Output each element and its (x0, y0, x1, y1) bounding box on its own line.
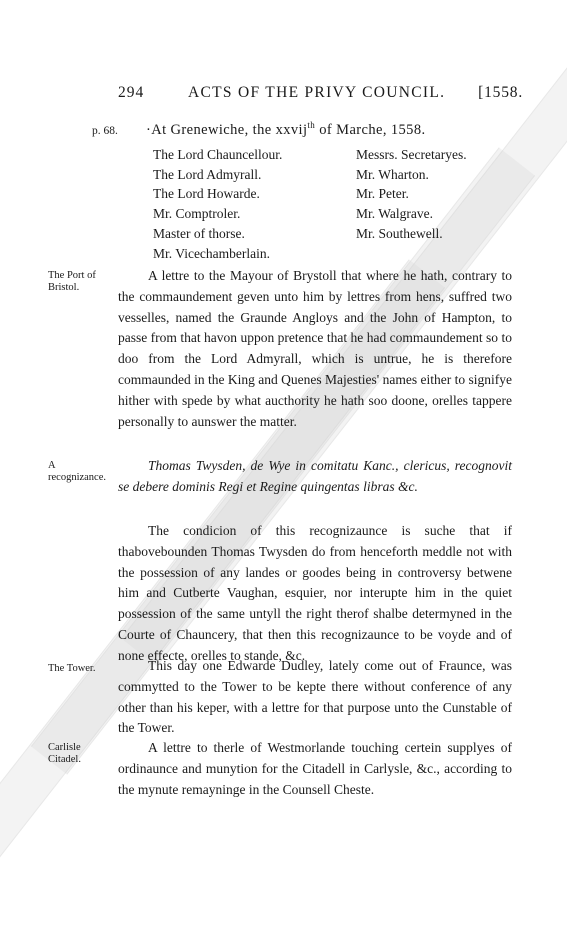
meeting-place-date: At Grenewiche, the xxvij (151, 121, 308, 138)
attendee: The Lord Chauncellour. (153, 147, 283, 162)
attendee: Mr. Vicechamberlain. (153, 245, 271, 261)
entry-text: The condicion of this recognizaunce is suche that if thabovebounden Thomas Twysden do from henceforth meddle not with the possession of any landes or goodes being in controversy betwene him and Cutberte Vaughan, esquier, nor interupte him in the quiet possession of the same untyll the right therof shalbe determyned in the Courte of Chauncery, that then this recognizaunce to be voyde and of none effecte, orelles to stande, &c. (118, 523, 512, 663)
entry-text: A lettre to the Mayour of Brystoll that where he hath, contrary to the commaundement geven unto him by lettres from hens, suffred two vesselles, named the Graunde Angloys and the John of Hampton, to passe from that havon uppon pretence that he had commaundement so to doo from the Lord Admyrall, which is untrue, he is therefore commaunded in the King and Quenes Majesties' names either to signifye hither with spede by what aucthority he hath soo doone, orelles tappere personally to aunswer the matter. (118, 268, 512, 429)
attendee: The Lord Howarde. (153, 186, 260, 202)
entry-paragraph (118, 738, 512, 800)
latin-recognizance: Thomas Twysden, de Wye in comitatu Kanc., clericus, recognovit se debere dominis Regi et Regine quingentas libras &c. (118, 458, 512, 494)
margin-note: The Tower. (48, 663, 96, 674)
entry-paragraph (118, 521, 512, 667)
header-year: [1558. (478, 84, 523, 101)
attendee: Master of thorse. (153, 225, 245, 241)
meeting-date-end: of Marche, 1558. (315, 121, 426, 138)
attendance-right (356, 145, 467, 244)
page-reference: p. 68. (92, 125, 118, 137)
ordinal-suffix: th (307, 120, 316, 130)
margin-note: The Port of Bristol. (48, 270, 96, 293)
meeting-heading: ·At Grenewiche, the xxvij$^{th}$ of Marche, 1558. (146, 120, 426, 138)
attendee: Mr. Walgrave. (356, 206, 434, 222)
entry-paragraph (118, 266, 512, 432)
entry-text: A lettre to therle of Westmorlande touching certein supplyes of ordinaunce and munytion for the Citadell in Carlysle, &c., according to the mynute remayninge in the Counsell Cheste. (118, 740, 512, 797)
attendee: Mr. Comptroler. (153, 206, 241, 222)
attendee: Mr. Wharton. (356, 166, 429, 182)
page-number: 294 (118, 84, 145, 101)
margin-note: A recognizance. (48, 460, 107, 483)
attendee: The Lord Admyrall. (153, 166, 262, 182)
attendee: Messrs. Secretaryes. (356, 147, 467, 162)
entry-paragraph (118, 456, 512, 498)
entry-paragraph (118, 656, 512, 739)
attendance-left (153, 145, 282, 263)
entry-text: This day one Edwarde Dudley, lately come out of Fraunce, was commytted to the Tower to be kepte there without conference of any other than his keper, with a lettre for that purpose unto the Cunstable of the Tower. (118, 658, 512, 736)
running-title: ACTS OF THE PRIVY COUNCIL. (188, 84, 446, 101)
margin-note: Carlisle Citadel. (48, 742, 81, 765)
attendee: Mr. Peter. (356, 186, 409, 202)
attendee: Mr. Southewell. (356, 225, 443, 241)
running-header (118, 84, 523, 106)
